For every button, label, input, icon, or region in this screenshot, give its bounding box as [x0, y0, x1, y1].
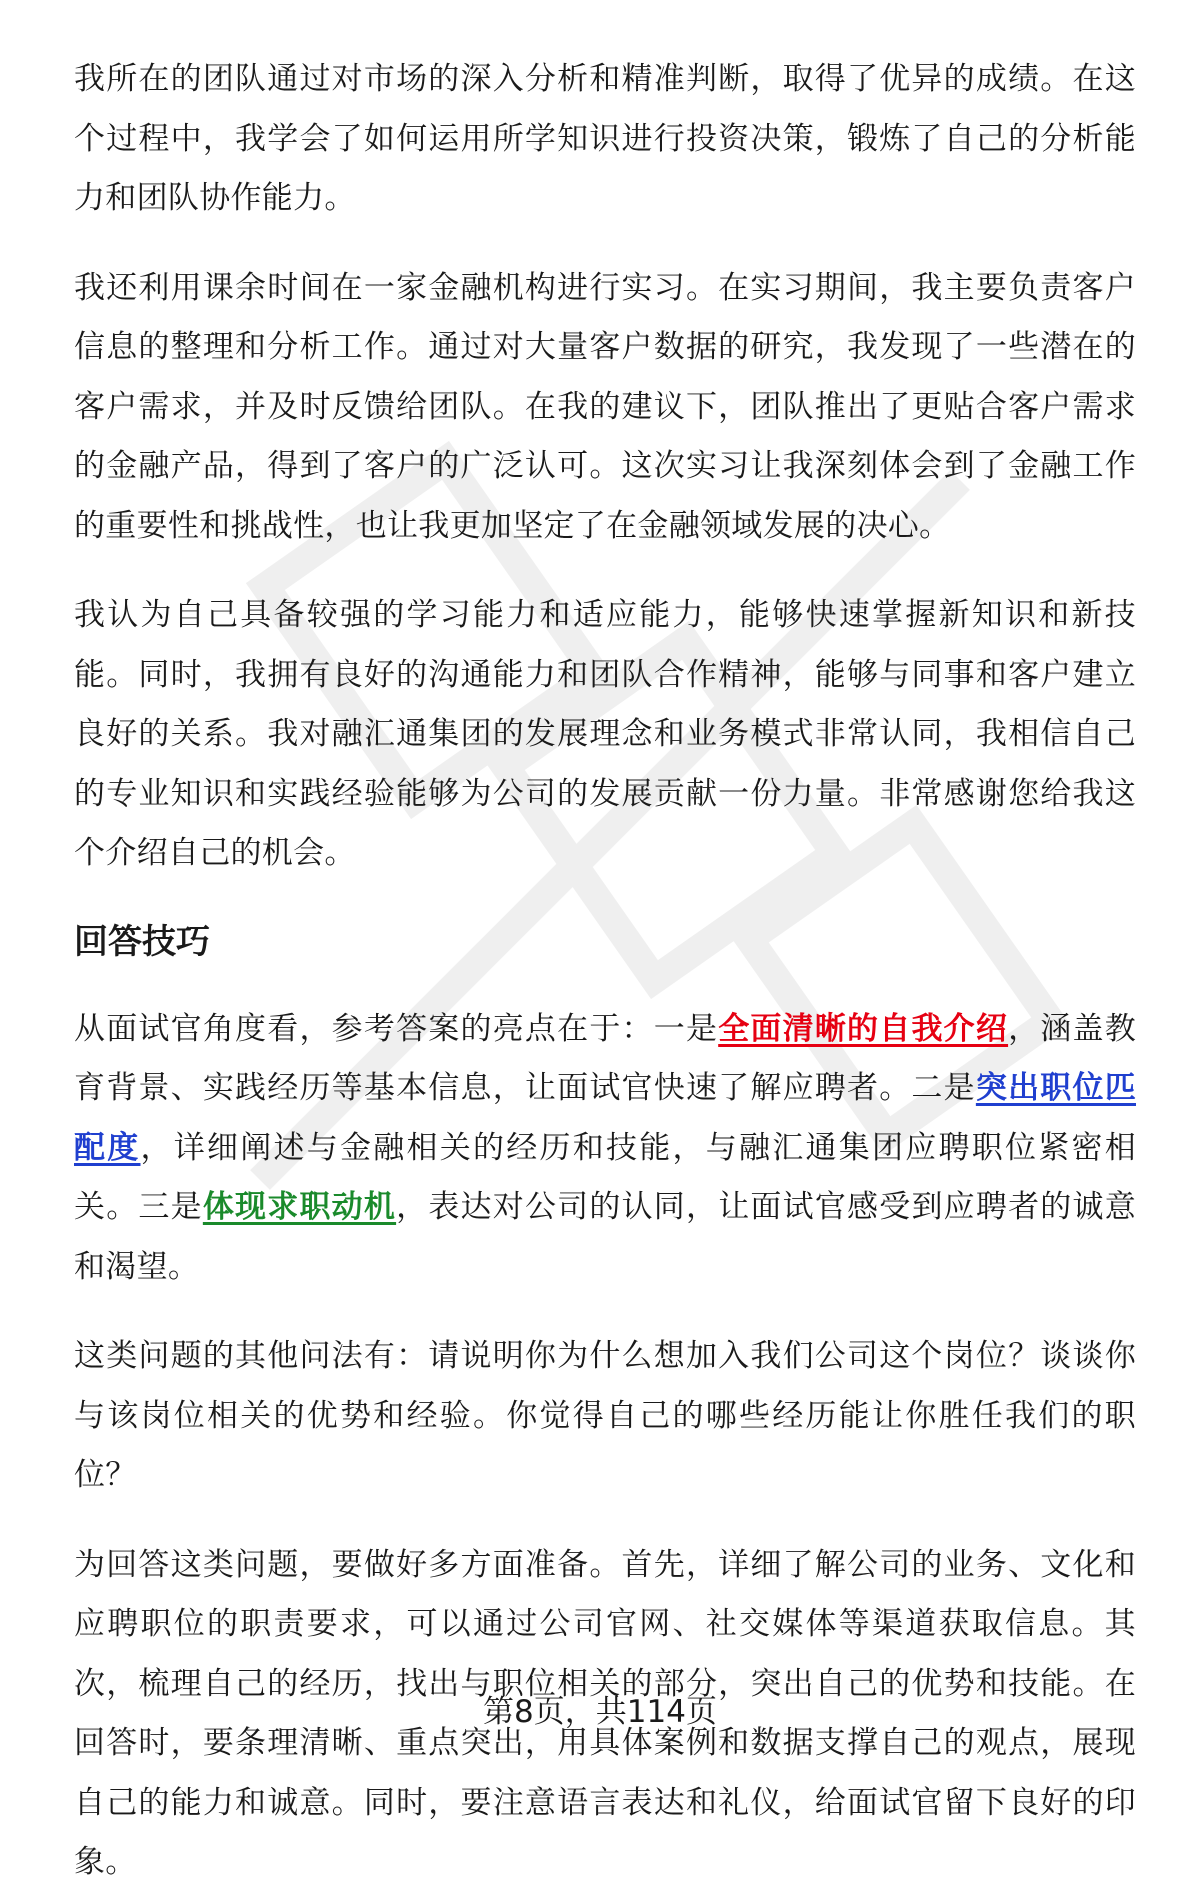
- page-number: 第8页，共114页: [483, 1694, 717, 1730]
- tips-text-2: ，涵盖教育背景、实践经历等基本信息，让面试官快速了解应聘者。二是: [74, 1010, 1137, 1106]
- paragraph-team-experience: 我所在的团队通过对市场的深入分析和精准判断，取得了优异的成绩。在这个过程中，我学会了如何运用所学知识进行投资决策，锻炼了自己的分析能力和团队协作能力。: [74, 61, 1136, 216]
- section-heading: 回答技巧: [74, 921, 210, 962]
- paragraph-self-assessment: 我认为自己具备较强的学习能力和适应能力，能够快速掌握新知识和新技能。同时，我拥有良好的沟通能力和团队合作精神，能够与同事和客户建立良好的关系。我对融汇通集团的发展理念和业务模式非常认同，我相信自己的专业知识和实践经验能够为公司的发展贡献一份力量。非常感谢您给我这个介绍自己的机会。: [74, 597, 1136, 871]
- paragraph-preparation: 为回答这类问题，要做好多方面准备。首先，详细了解公司的业务、文化和应聘职位的职责要求，可以通过公司官网、社交媒体等渠道获取信息。其次，梳理自己的经历，找出与职位相关的部分，突出自己的优势和技能。在回答时，要条理清晰、重点突出，用具体案例和数据支撑自己的观点，展现自己的能力和诚意。同时，要注意语言表达和礼仪，给面试官留下良好的印象。: [74, 1546, 1136, 1880]
- highlight-motivation: 体现求职动机: [202, 1189, 397, 1225]
- highlight-job-match: 突出职位匹配度: [74, 1070, 1136, 1166]
- paragraph-answer-tips: [74, 1000, 1136, 1298]
- main-content: [74, 50, 1136, 1893]
- paragraph-internship: 我还利用课余时间在一家金融机构进行实习。在实习期间，我主要负责客户信息的整理和分析工作。通过对大量客户数据的研究，我发现了一些潜在的客户需求，并及时反馈给团队。在我的建议下，团队推出了更贴合客户需求的金融产品，得到了客户的广泛认可。这次实习让我深刻体会到了金融工作的重要性和挑战性，也让我更加坚定了在金融领域发展的决心。: [74, 269, 1136, 544]
- tips-text-1: 从面试官角度看，参考答案的亮点在于：一是: [74, 1010, 719, 1047]
- highlight-self-intro: 全面清晰的自我介绍: [718, 1010, 1009, 1047]
- tips-text-4: ，表达对公司的认同，让面试官感受到应聘者的诚意和渴望。: [74, 1189, 1136, 1285]
- paragraph-other-questions: 这类问题的其他问法有：请说明你为什么想加入我们公司这个岗位？谈谈你与该岗位相关的优势和经验。你觉得自己的哪些经历能让你胜任我们的职位？: [74, 1338, 1136, 1493]
- tips-text-3: ，详细阐述与金融相关的经历和技能，与融汇通集团应聘职位紧密相关。三是: [74, 1129, 1136, 1225]
